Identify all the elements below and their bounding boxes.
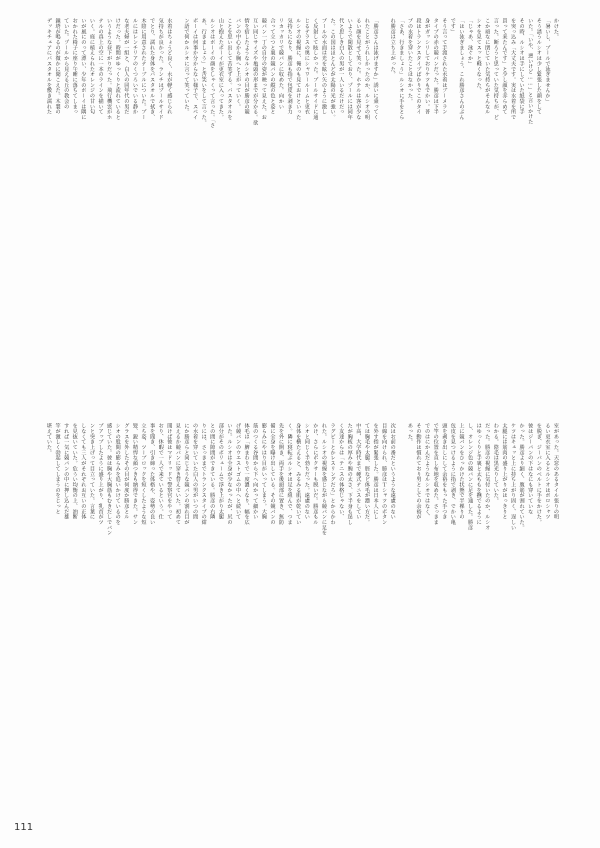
text-column: ラグビーとかレスリングだろ」とからかわ [329,423,336,525]
text-column: 競パン一丁の自分の姿が映って見えた。お [260,18,267,120]
text-column: 木陰に用意されたテーブルについた。プー [140,18,147,120]
text-column: 髪、鋭い精悍な顔つきも納得できた。サン [131,423,138,525]
text-column: を外す指が緊張した。勝彦は日本人にし [372,423,379,520]
text-column: 備に全身を曝け出している。その競パンの [269,423,276,525]
bottom-tier-text [44,423,560,805]
text-column: そう誘うルシオは少し緊張した顔をして [535,18,542,115]
text-column: との間に隙間ができている。勝彦の右隣 [209,423,216,520]
text-column: 包皮を見つけるように指で剥き、でかい亀 [449,423,456,525]
text-column: デッキチェアにバスタオルを敷き濡れた [45,18,52,115]
text-column: パンの中心から胸へと上がっていく。 [235,18,242,110]
text-column: 水着はちょうど良く、水が軽く感じられ [166,18,173,115]
text-column: 彼はジーパンの下はなにも穿いていな [527,423,534,515]
text-column: その動作は慣れており男としての余裕が [415,423,422,520]
text-column: を脱ぎ、ジーパンのベルトに手をかけた。 [535,423,542,525]
text-column: こか頑なに閉じていた気持ちがそんなル [484,18,491,115]
text-column: ルシオの視線に、俺のも見ておけといった [295,18,302,120]
text-column: だった。勝彦の視線に気付いたのか、ルシオ [484,423,491,531]
text-column: 中高、大学時代まで硬式テニスをしてい [355,423,362,520]
text-column: グラスを外したその目が何度か勝彦とル [123,423,130,520]
text-column: おり、休暇で一人で来ているという。仕 [157,423,164,520]
text-column: 情を宿したようなルシオの目が勝彦の競 [243,18,250,115]
text-column: あった。 [406,423,413,445]
page-number: 111 [14,822,34,833]
text-column: 聞けば彼はマドリッドで警察官をやって [166,423,173,520]
text-column: 事を聞き、引き締った体格や、姿勢の良い [149,423,156,525]
text-column [397,423,406,803]
text-column: はゆっくりと手裏と太ももを撫でるように [475,423,482,525]
text-column: ことを思い出して苦笑する。バスタオルを [226,18,233,120]
text-column: 身がガッシリしておりケツもでかい。普 [424,18,431,115]
text-column: 言った。断ろうと思っていた気持ちが、ど [492,18,499,120]
text-column: 先を外に開き、両手を後頭部に置き、無防 [278,423,284,525]
text-column: 山と抱えたボーイが更衣室に入ってきた。 [217,18,224,120]
text-column: を突っ込み「大丈夫です。実は水着を所で [510,18,517,120]
text-column: ボーイは何事か分からない様子で、スペイ [192,18,199,120]
text-column: く友達からは「テニスの体格じゃない、 [338,423,345,520]
text-column: シオの股間の膨らみを追いかけているのを [114,423,121,525]
text-column: たが胸板の厚みや腕の太さ、下半身も逞し [346,423,353,525]
text-column: 「勝彦さんは泳げますか」誘いに乗ってく [372,18,379,120]
text-column: 室があった。天窓のあるタイル張りの明 [553,423,559,520]
text-column: 上に競パンをひっかけた状態で半裸りの [458,423,465,520]
text-column: 「さあ、行きましょう」ルシオに手をとら [398,18,405,120]
text-column: そう言って手渡された水着はブーメラン [441,18,448,115]
text-column: にか勝彦らと同じような競パンの割れ目が [183,423,190,525]
text-column: ケツはキュッと上に持ち上がり固く、逞しい [510,423,517,531]
text-column: いが風にのって漂い、少年のボーイは隅に [80,18,87,120]
text-column: 気持ちになり、勝彦も指で包皮を剥き力 [286,18,293,115]
text-column: 「じゃあ、泳ぐか」 [467,18,474,67]
text-column: 「はい泳ぎましょう、これ勝彦さんのぶん [458,18,465,120]
text-column: 買って来たんです」と少し顔を赤らめて [501,18,508,115]
text-column: 合って立つと裏の競パンの縦の色と姿と [269,18,276,115]
text-column: 目線を向けられ、勝彦はＴシャツのボタン [381,423,388,525]
text-column: しなくても三人がそれぞれお互いの正体 [80,423,87,520]
text-column: ン語で何かルシオに言って笑っていた。 [183,18,190,115]
text-column: く。隣に寝転ぶルシオは足を組んで、つま [286,423,293,525]
text-column: ていた。プールから見える丘の教会の [63,18,70,110]
text-column [380,18,389,398]
text-column: れたことがうれしかったのか、ルシオの明 [363,18,370,120]
text-column: の水着を穿いていた白人の男がいつの間 [192,423,199,520]
text-column: ルにはレンチリアのくつろいでいる静か [131,18,138,115]
text-column: 身体を横たえると、みるみる肌が乾いてい [295,423,302,525]
text-column: 互い同じサイズや亀頭の形までが分かる。欲 [252,18,259,126]
text-column: プールの水面は光を眩い矢のように激し [320,18,327,115]
text-column: げ競パンのウエストゴムの中へと続いて [235,423,242,520]
text-column: タイプの赤の競パンだった。勝彦は下半 [432,18,439,115]
text-column: いうような昼下がりだった。飛行機雲がホ [106,18,113,120]
text-column: 次はお前の番だというような遠慮のない [389,423,396,520]
text-column: 頭を剥き出しにして余裕をもった手つき [441,423,448,520]
text-column: です」 [449,18,456,35]
text-column: で竿の位置を直し布地を収めた。さっきま [432,423,439,525]
text-column: プアップしたように盛り上がり、乳首がツ [97,423,104,525]
text-column: 感じていた。彼は胸や大胸筋もむきだしでパン [106,423,113,536]
text-column: し、オレンジ色の競パンに足を通した。勝彦 [467,423,474,531]
text-column: ては胸毛や太腿、脛など体毛が濃い方だ。 [363,423,370,525]
text-column: リカッカリで競パンに収めた。向かい [278,18,284,110]
text-column: 立ち姿、ツーブロックを短くしたような短 [140,423,147,525]
text-column: シオを見てスッと軽くなった。 [475,18,482,94]
text-column: でとり、濡れた身体をバスタオルで拭き、 [149,18,156,120]
text-column: いく。庭に植えられたオレンジの甘い匂 [88,18,95,115]
text-column: く反射して眩しかった。プールサイドに通 [312,18,319,120]
text-column: 部分がそのボリュームで浮き上がり太腿 [217,423,224,520]
text-column: れ勝彦は立ち上がった。 [389,18,396,77]
text-column: 段はトランクスタイプばかりでこのタイ [415,18,422,115]
text-column: 気持ちが良かった。ランチはプールサイド [157,18,164,120]
text-column: いた。「いや、悪いけど……」と言いかけた [527,18,534,125]
top-tier-text [44,18,560,400]
text-column: わかる。陰毛は黒光りしていた。 [492,423,499,504]
text-column: ルシオはボーイの顔をしゃくって言った。「さ [209,18,216,128]
text-column: な老夫婦が一組と、白人の同年代の男だ [123,18,130,115]
text-column: 堪えていた。 [45,423,52,456]
text-column: 体毛は「臍まわりで一度濃くなり、幅を広 [243,423,250,525]
text-column: かけた。 [553,18,559,40]
text-column: シオと同じく半勃ちだった。遠慮のない [303,423,310,520]
text-column: るい更衣室に入るとルシオはポロシャツ [544,423,551,520]
text-column: を見抜いていた。危うい均衡の上、油断 [71,423,78,520]
text-column: いようで閑散としており、プールには同年 [346,18,353,120]
text-column: りには、さっきまでトランクスタイプの紺 [200,423,207,525]
text-column: 竿が激しく勃起してしまうのをじっと [54,423,61,515]
text-column: いた。ルシオは全身が少なかったが、尻の [226,423,233,525]
text-column: れた。ルシオの視線を感じながら競パンに足を [320,423,327,536]
text-column: た。この国はほとんどが太陽の光が強い。 [329,18,336,120]
text-column: テルの真上の空に一本のラインを描いて [97,18,104,115]
text-column: でのはにかんだようなルシオではなく、 [424,423,431,520]
text-column: プの水着を穿いたことはなかった。 [406,18,413,104]
text-column: 膨らみにやはり目がいってしまう。大胸 [260,423,267,520]
text-column: 「暑いし、プールで泳ぎませんか」 [544,18,551,104]
text-column: かった。勝彦より細く、腹筋が割れていた。 [518,423,525,531]
text-column: すれば一気に競パンの中に押し込んだ雄 [63,423,70,520]
text-column: ンと突き上げって目立っていた。言葉に [88,423,95,520]
text-column: 筋のつくる谷間から下へ向かって細かい [252,423,259,520]
text-column: 見えるか競パンに穿き替えていた。初めて [174,423,181,525]
text-column: あ、行きましょう」と苦笑いをして言った。 [200,18,207,126]
text-column: 代と思しき白人の男が一人いるだけだっ [338,18,345,115]
text-column: じるテラスの奥にシャワールームと更衣 [303,18,310,115]
text-column: 鐘塔が鳴るのが微かに聞こえた。木製の [54,18,61,115]
text-column: 太腿には筋肉の盛り上がりがはっきりと [501,423,508,520]
text-column: けだった。時間がゆっくりと流れていると [114,18,121,120]
text-column: るい顔を見せて笑った。ホテルは客が少な [355,18,362,120]
text-column: おかれた椅子に座り午睡に落ちてしまっ [71,18,78,115]
text-column [173,18,182,398]
text-column: その時、ルシオは手にしていた紙袋に手 [518,18,525,115]
text-column: かけ、さらにボクサーも脱いだ。勝彦もル [312,423,319,525]
